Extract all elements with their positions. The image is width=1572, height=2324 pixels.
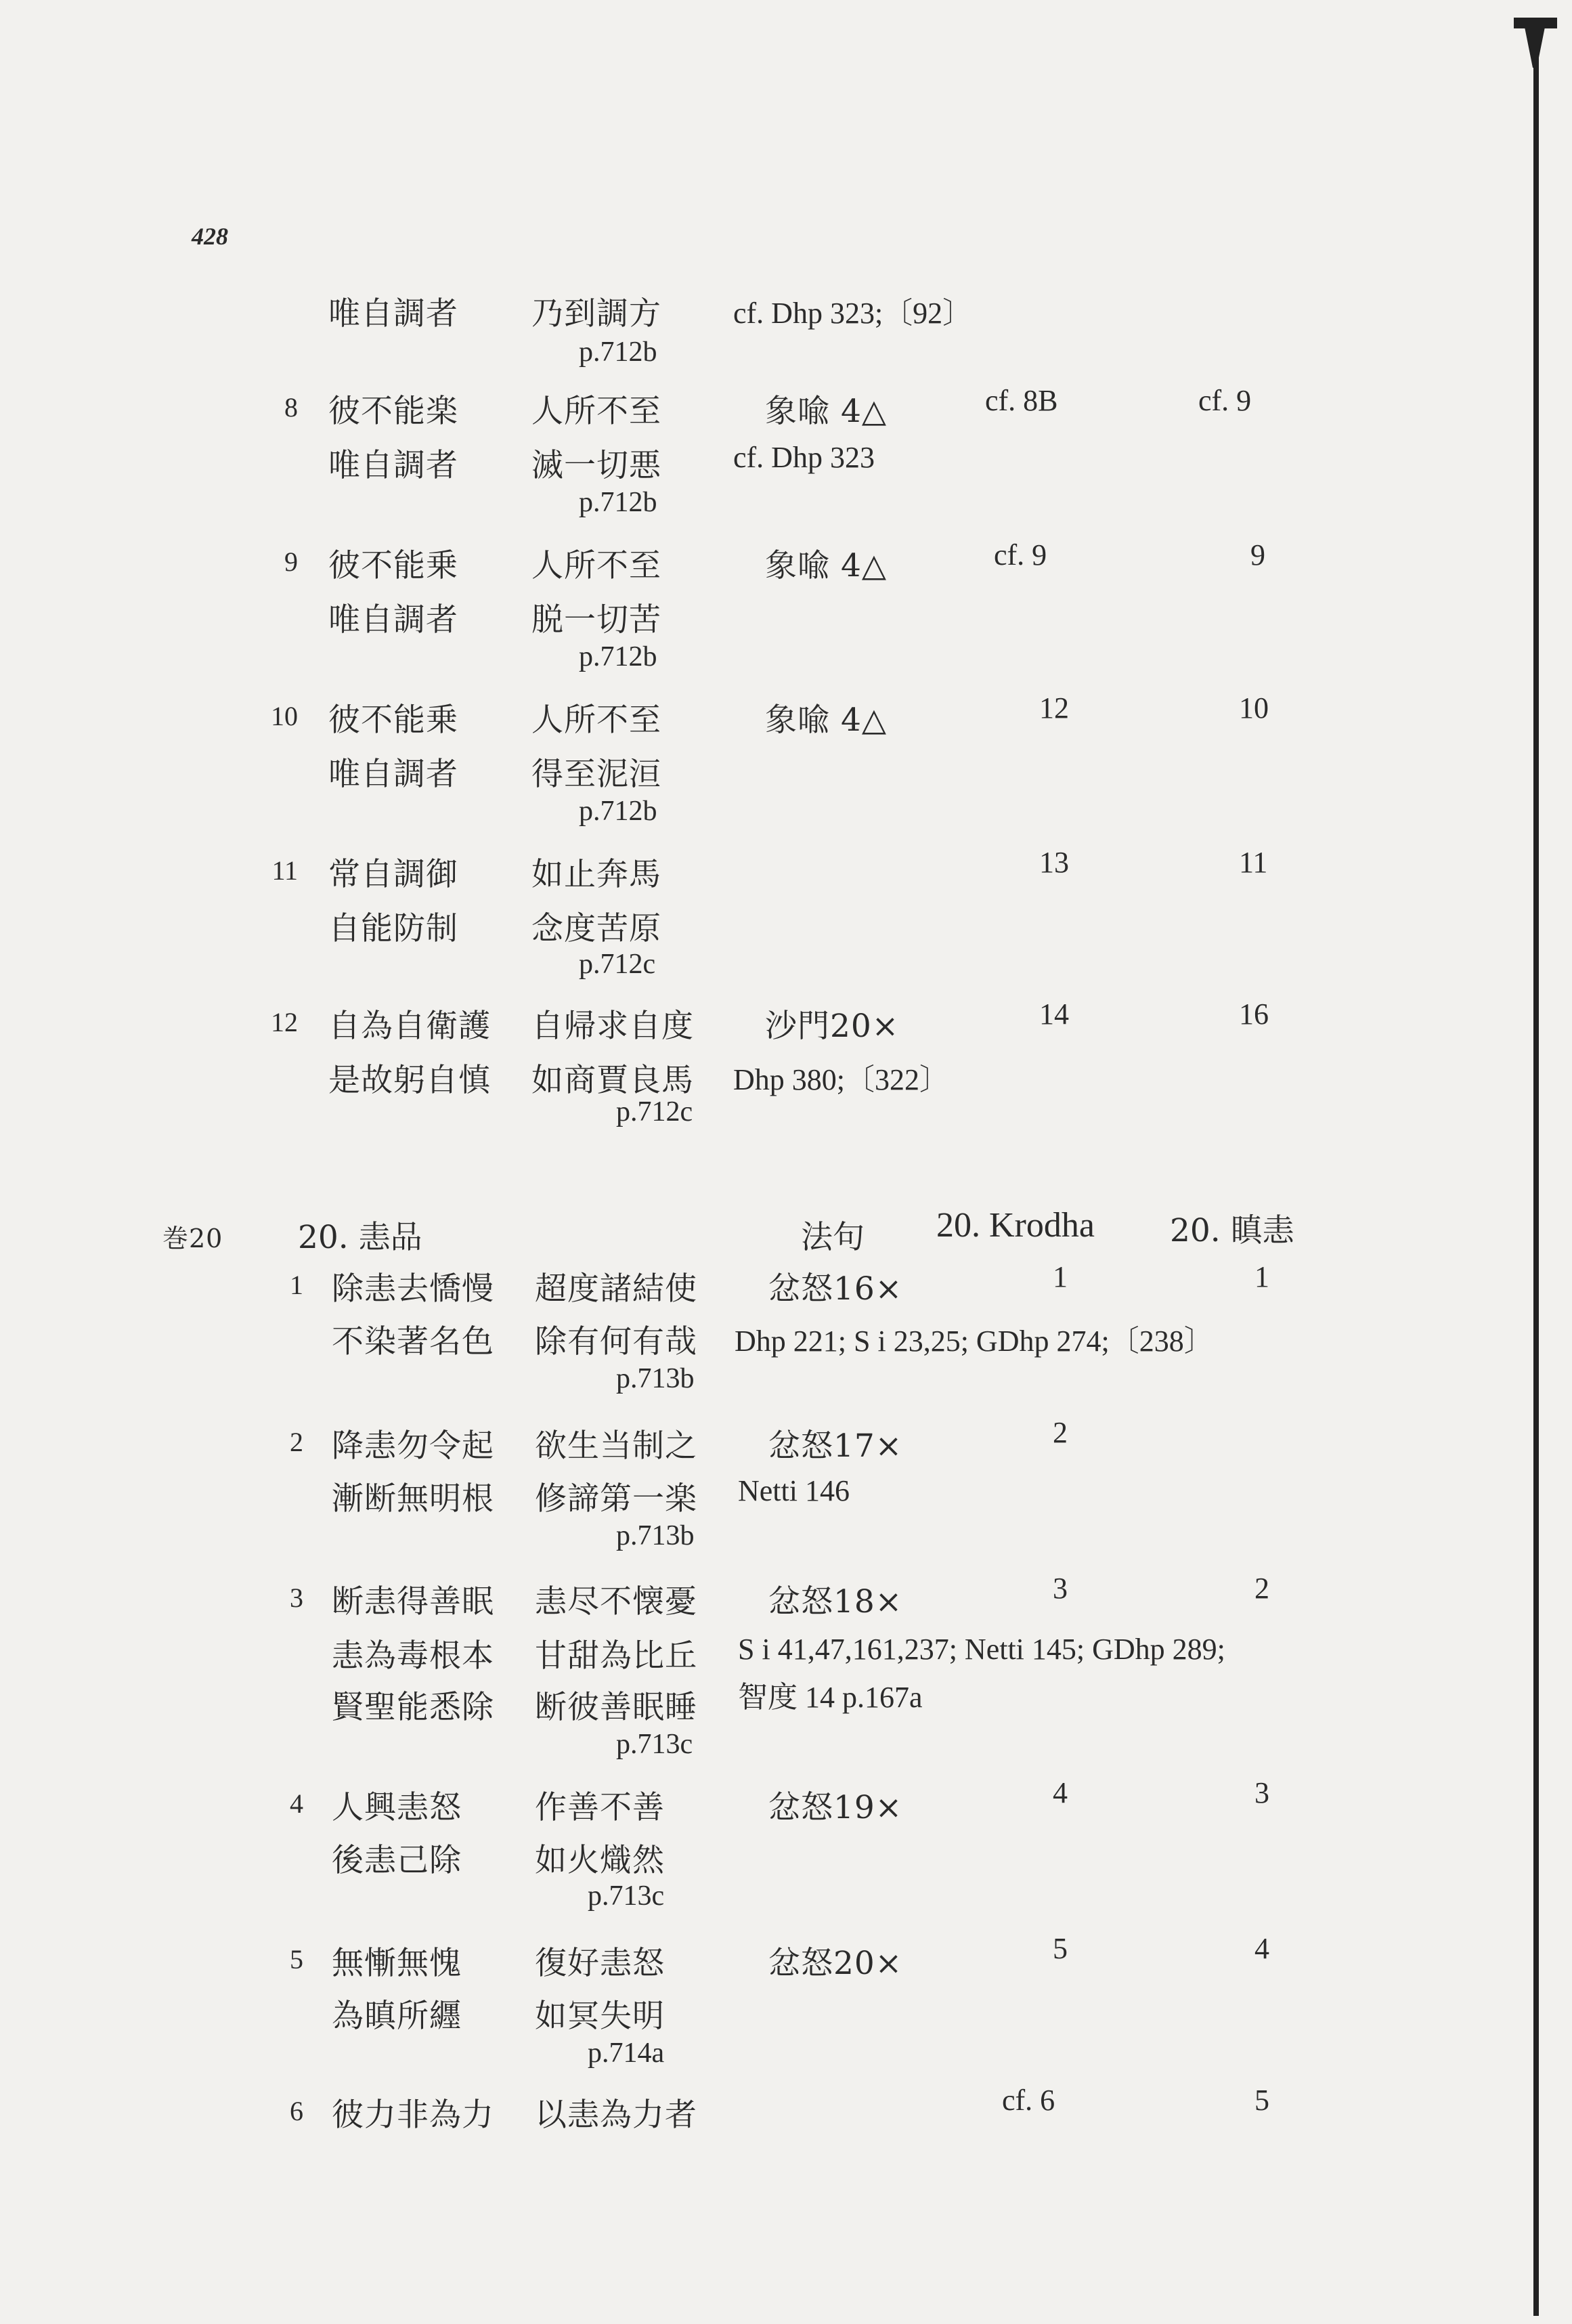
parallel-col5: 4: [1254, 1932, 1269, 1965]
verse-number: 10: [271, 701, 298, 731]
verse-line: 彼不能乗: [328, 547, 458, 584]
reference: Dhp 221; S i 23,25; GDhp 274;〔238〕: [735, 1325, 1214, 1358]
parallel-col4: 13: [1039, 846, 1069, 879]
parallel-col3: 忿怒18×: [768, 1583, 903, 1620]
reference: S i 41,47,161,237; Netti 145; GDhp 289;: [738, 1633, 1225, 1666]
page-ref: p.713c: [616, 1729, 693, 1760]
parallel-col5: 3: [1254, 1776, 1269, 1809]
page-ref: p.712b: [579, 796, 657, 827]
reference: Dhp 380;〔322〕: [733, 1063, 949, 1096]
verse-line: 如火熾然: [535, 1842, 665, 1879]
section-title: 20. 恚品: [298, 1219, 422, 1256]
verse-line: 降恚勿令起: [332, 1427, 494, 1465]
verse-line: 如止奔馬: [531, 856, 661, 893]
volume-margin-label: 巻20: [162, 1224, 223, 1253]
parallel-col4: 14: [1039, 997, 1069, 1031]
verse-line: 彼不能乗: [328, 702, 458, 739]
verse-number: 11: [271, 855, 298, 886]
verse-line: 自帰求自度: [531, 1008, 694, 1045]
verse-line: 常自調御: [328, 856, 458, 893]
verse-line: 自為自衛護: [328, 1008, 491, 1045]
page-ref: p.712c: [579, 949, 656, 980]
verse-line: 唯自調者: [328, 447, 458, 484]
verse-line: 人所不至: [531, 547, 661, 584]
parallel-col5: 1: [1254, 1260, 1269, 1293]
parallel-col4: 5: [1053, 1932, 1068, 1965]
verse-line: 唯自調者: [328, 756, 458, 793]
parallel-col5: 11: [1239, 846, 1268, 879]
verse-line: 為瞋所纒: [332, 1998, 462, 2035]
parallel-col3: 忿怒16×: [768, 1270, 903, 1308]
page-ref: p.714a: [588, 2038, 665, 2069]
verse-line: 自能防制: [328, 910, 458, 947]
parallel-col5: 2: [1254, 1572, 1269, 1605]
verse-line: 人興恚怒: [332, 1789, 462, 1826]
verse-line: 唯自調者: [328, 601, 458, 639]
parallel-col3: 忿怒20×: [768, 1945, 903, 1982]
page-ref: p.712b: [579, 337, 657, 368]
parallel-col3: 象喩 4△: [765, 393, 887, 430]
verse-line: 後恚己除: [332, 1842, 462, 1879]
parallel-col4: 12: [1039, 691, 1069, 725]
parallel-col5: 16: [1239, 997, 1269, 1031]
verse-line: 念度苦原: [531, 910, 661, 947]
verse-line: 作善不善: [535, 1789, 665, 1826]
parallel-col4: 4: [1053, 1776, 1068, 1809]
page-number: 428: [192, 223, 228, 250]
reference: Netti 146: [738, 1474, 850, 1507]
verse-number: 5: [290, 1944, 303, 1975]
verse-line: 人所不至: [531, 393, 661, 430]
verse-line: 滅一切悪: [531, 447, 661, 484]
reference: cf. Dhp 323;〔92〕: [733, 297, 973, 330]
parallel-col3: 沙門20×: [765, 1008, 900, 1045]
parallel-col4: 1: [1053, 1260, 1068, 1293]
verse-line: 超度諸結使: [535, 1270, 697, 1308]
verse-line: 脱一切苦: [531, 601, 661, 639]
reference: cf. Dhp 323: [733, 441, 875, 474]
verse-line: 除恚去憍慢: [332, 1270, 494, 1308]
verse-line: 人所不至: [531, 702, 661, 739]
verse-line: 漸断無明根: [332, 1480, 494, 1518]
page-ref: p.712c: [616, 1096, 693, 1127]
parallel-col4: 2: [1053, 1416, 1068, 1449]
verse-line: 是故躬自慎: [328, 1062, 491, 1099]
verse-number: 1: [290, 1270, 303, 1300]
section-col3-header: 法句: [801, 1219, 865, 1256]
verse-line: 修諦第一楽: [535, 1480, 697, 1518]
page-ref: p.713c: [588, 1880, 665, 1912]
verse-number: 8: [284, 392, 298, 423]
verse-line: 賢聖能悉除: [332, 1689, 494, 1726]
verse-line: 恚為毒根本: [332, 1637, 494, 1675]
page-ref: p.713b: [616, 1363, 695, 1394]
verse-number: 3: [290, 1583, 303, 1613]
page-ref: p.713b: [616, 1520, 695, 1551]
verse-line: 不染著名色: [332, 1323, 494, 1360]
verse-line: 乃到調方: [531, 295, 661, 332]
verse-number: 4: [290, 1788, 303, 1819]
verse-line: 得至泥洹: [531, 756, 661, 793]
verse-line: 彼力非為力: [332, 2096, 494, 2134]
margin-binding-line: [1533, 27, 1539, 2316]
parallel-col5: 9: [1250, 538, 1265, 572]
parallel-col4: 3: [1053, 1572, 1068, 1605]
verse-line: 如冥失明: [535, 1998, 665, 2035]
verse-number: 2: [290, 1427, 303, 1457]
verse-line: 恚尽不懐憂: [535, 1583, 697, 1620]
verse-line: 欲生当制之: [535, 1427, 697, 1465]
verse-line: 如商賈良馬: [531, 1062, 694, 1099]
parallel-col5: 10: [1239, 691, 1269, 725]
parallel-col5: 5: [1254, 2084, 1269, 2117]
page-ref: p.712b: [579, 487, 657, 518]
parallel-col4: cf. 9: [994, 538, 1047, 572]
verse-line: 以恚為力者: [535, 2096, 697, 2134]
parallel-col3: 忿怒17×: [768, 1427, 903, 1465]
verse-number: 6: [290, 2096, 303, 2126]
parallel-col3: 象喩 4△: [765, 702, 887, 739]
verse-number: 12: [271, 1007, 298, 1037]
verse-line: 無慚無愧: [332, 1945, 462, 1982]
parallel-col3: 忿怒19×: [768, 1789, 903, 1826]
parallel-col4: cf. 8B: [985, 384, 1058, 417]
section-col4-header: 20. Krodha: [936, 1206, 1095, 1245]
verse-line: 復好恚怒: [535, 1945, 665, 1982]
parallel-col5: cf. 9: [1198, 384, 1252, 417]
verse-line: 唯自調者: [328, 295, 458, 332]
parallel-col4: cf. 6: [1002, 2084, 1055, 2117]
verse-line: 除有何有哉: [535, 1323, 697, 1360]
page-ref: p.712b: [579, 641, 657, 672]
reference: 智度 14 p.167a: [738, 1681, 923, 1714]
verse-number: 9: [284, 546, 298, 577]
verse-line: 甘甜為比丘: [535, 1637, 697, 1675]
parallel-col3: 象喩 4△: [765, 547, 887, 584]
verse-line: 彼不能楽: [328, 393, 458, 430]
verse-line: 断彼善眠睡: [535, 1689, 697, 1726]
verse-line: 断恚得善眠: [332, 1583, 494, 1620]
section-col5-header: 20. 瞋恚: [1170, 1212, 1294, 1249]
